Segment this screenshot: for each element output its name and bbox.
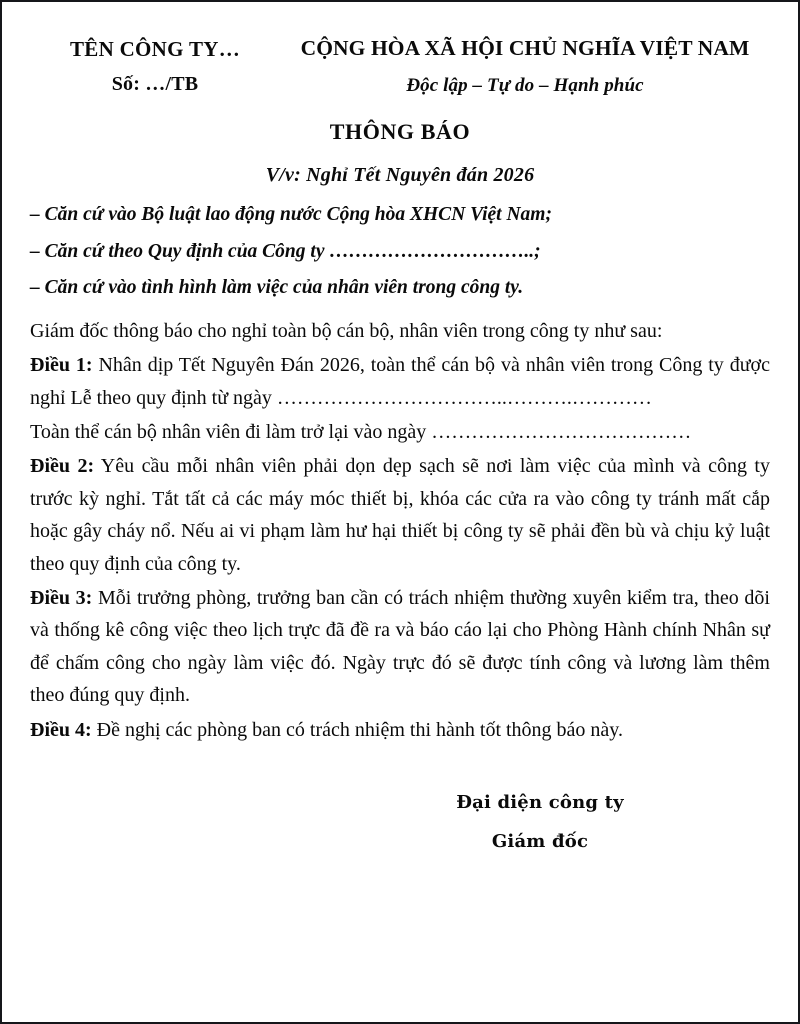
- signature-block: [30, 792, 770, 852]
- article-text: Nhân dịp Tết Nguyên Đán 2026, toàn thể cán bộ và nhân viên trong Công ty được nghỉ Lễ theo quy định từ ngày ……………………………..……….…………: [30, 354, 770, 409]
- document-title: THÔNG BÁO: [329, 119, 471, 145]
- national-motto: Độc lập – Tự do – Hạnh phúc: [406, 75, 644, 97]
- legal-basis-line: – Căn cứ vào Bộ luật lao động nước Cộng hòa XHCN Việt Nam;: [30, 204, 552, 226]
- article-paragraph: [30, 450, 770, 580]
- article-paragraph: [30, 714, 770, 746]
- document-body: [30, 315, 770, 746]
- signature-role: Đại diện công ty: [456, 791, 624, 813]
- company-name: TÊN CÔNG TY…: [69, 37, 241, 61]
- signature-inner: [385, 792, 695, 852]
- signature-title: Giám đốc: [491, 830, 589, 852]
- header-right-column: [280, 36, 770, 97]
- legal-basis-line: – Căn cứ vào tình hình làm việc của nhân viên trong công ty.: [30, 277, 524, 299]
- national-title: CỘNG HÒA XÃ HỘI CHỦ NGHĨA VIỆT NAM: [300, 36, 750, 60]
- intro-text: Giám đốc thông báo cho nghỉ toàn bộ cán bộ, nhân viên trong công ty như sau:: [30, 319, 663, 342]
- legal-basis-block: [30, 205, 770, 298]
- article-text: Yêu cầu mỗi nhân viên phải dọn dẹp sạch sẽ nơi làm việc của mình và công ty trước kỳ nghỉ. Tắt tất cả các máy móc thiết bị, khóa các cửa ra vào công ty tránh mất cắp hoặc gây cháy nổ. Nếu ai vi phạm làm hư hại thiết bị công ty sẽ phải đền bù và chịu kỷ luật theo quy định của công ty.: [30, 455, 770, 575]
- header-left-column: [30, 36, 280, 96]
- document-header: [30, 32, 770, 97]
- article-paragraph: [30, 416, 770, 448]
- legal-basis-line: – Căn cứ theo Quy định của Công ty …………………………..;: [30, 240, 541, 262]
- document-subtitle: V/v: Nghỉ Tết Nguyên đán 2026: [265, 164, 535, 187]
- article-label: Điều 3:: [30, 586, 93, 609]
- article-label: Điều 4:: [30, 718, 92, 741]
- article-text: Mỗi trưởng phòng, trưởng ban cần có trách nhiệm thường xuyên kiểm tra, theo dõi và thống kê công việc theo lịch trực đã đề ra và báo cáo lại cho Phòng Hành chính Nhân sự để chấm công cho ngày làm việc đó. Ngày trực đó sẽ được tính công và lương làm thêm theo đúng quy định.: [30, 586, 770, 707]
- article-label: Điều 2:: [30, 455, 95, 478]
- article-paragraph: [30, 582, 770, 712]
- article-text: Đề nghị các phòng ban có trách nhiệm thi hành tốt thông báo này.: [91, 718, 624, 741]
- article-text: Toàn thể cán bộ nhân viên đi làm trở lại vào ngày …………………………………: [30, 421, 692, 444]
- document-number: Số: …/TB: [111, 72, 199, 95]
- article-label: Điều 1:: [30, 354, 93, 377]
- article-paragraph: [30, 349, 770, 414]
- intro-paragraph: [30, 315, 770, 347]
- title-block: [30, 119, 770, 187]
